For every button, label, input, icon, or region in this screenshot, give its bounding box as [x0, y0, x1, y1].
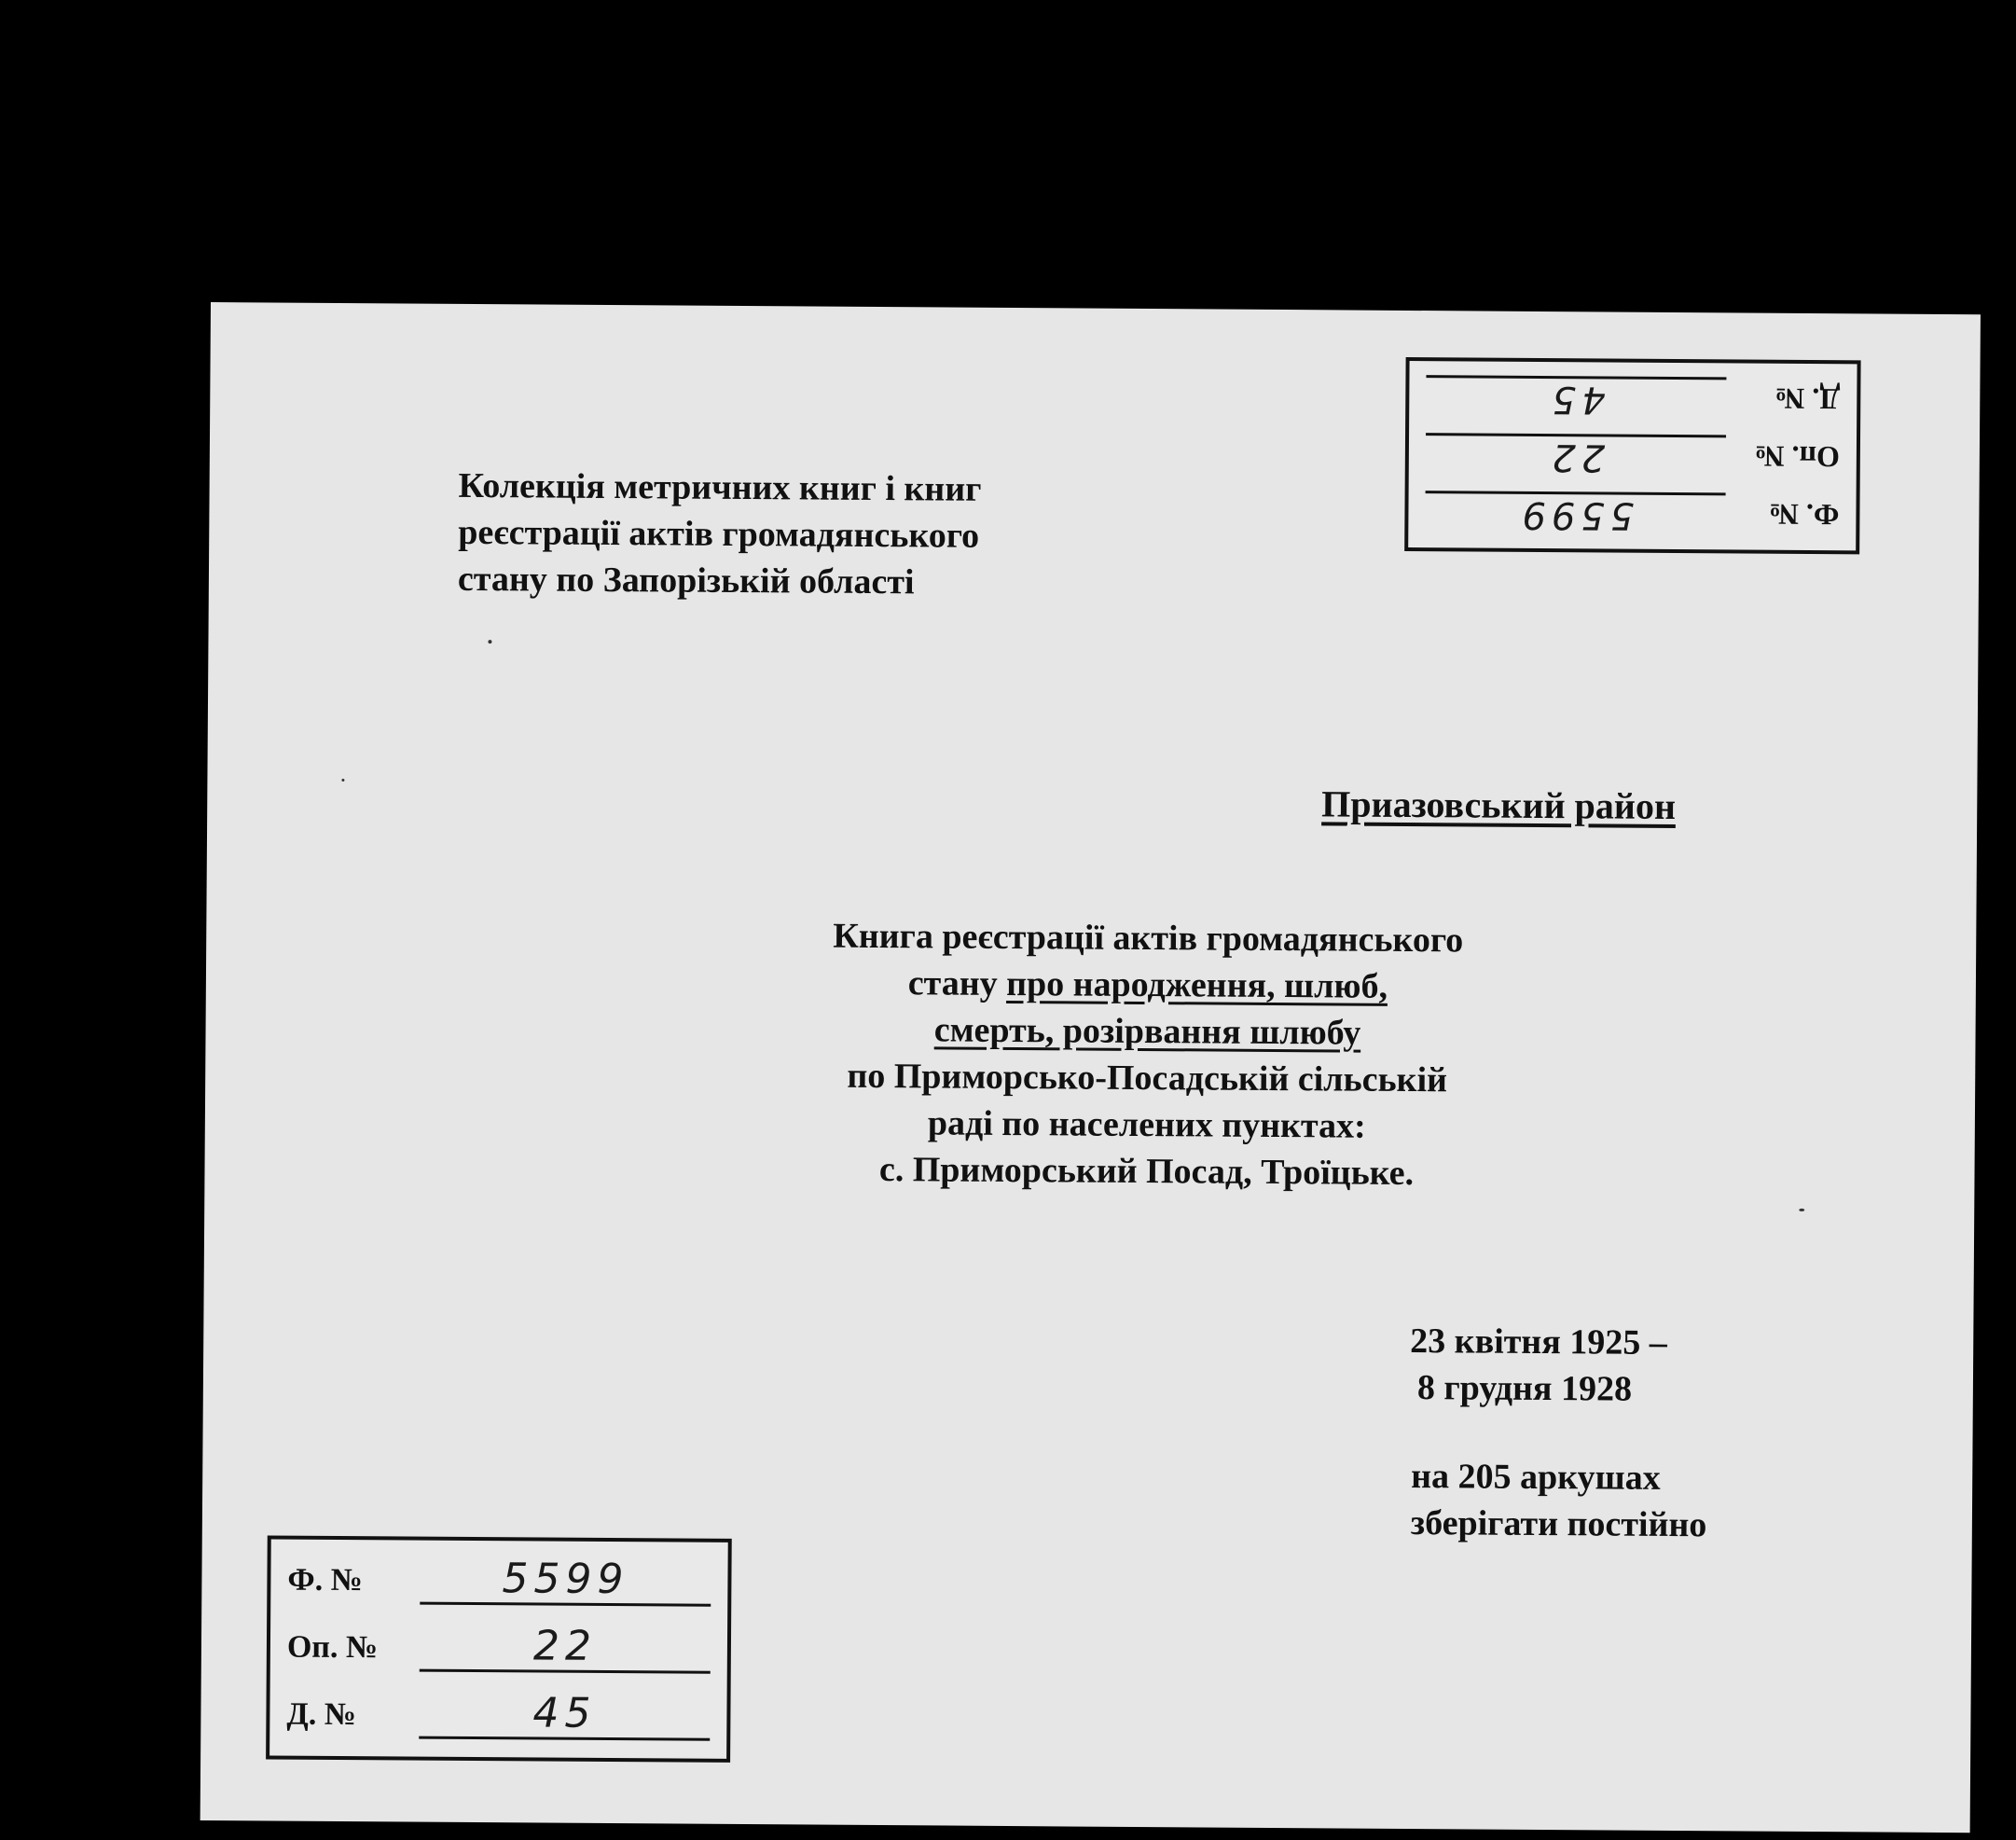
title-line-4: по Приморсько-Посадській сільській [847, 1056, 1448, 1100]
title-line-2-underlined: про народження, шлюб, [1006, 963, 1388, 1006]
stamp-fond-value: 5599 [420, 1556, 711, 1607]
collection-line-2: реєстрації актів громадянського [458, 512, 980, 556]
title-line-2-prefix: стану [907, 963, 1007, 1003]
stamp-top-sprava-row [1409, 368, 1857, 427]
stamp-opys-value: 22 [420, 1623, 711, 1674]
title-line-2 [728, 959, 1567, 1011]
stamp-top-fond-label: Ф. № [1768, 497, 1840, 533]
date-end: 8 грудня 1928 [1416, 1368, 1633, 1409]
stamp-top-sprava-value: 45 [1426, 375, 1726, 421]
sheet-count: на 205 аркушах [1411, 1457, 1661, 1498]
stamp-sprava-row [269, 1682, 726, 1750]
stamp-sprava-label: Д. № [286, 1696, 357, 1733]
collection-line-1: Колекція метричних книг і книг [458, 465, 982, 509]
title-line-3: смерть, розірвання шлюбу [933, 1010, 1361, 1053]
stamp-fond-label: Ф. № [287, 1562, 363, 1598]
collection-line-3: стану по Запорізькій області [457, 559, 915, 602]
title-line-1: Книга реєстрації актів громадянського [833, 916, 1464, 961]
storage-term: зберігати постійно [1410, 1503, 1707, 1545]
paper-speck [488, 640, 491, 643]
stamp-top-opys-value: 22 [1426, 433, 1726, 478]
archive-stamp-bottom [266, 1535, 732, 1762]
stamp-opys-row [270, 1615, 727, 1683]
district-heading: Приазовський район [1321, 782, 1677, 827]
stamp-opys-label: Оп. № [286, 1629, 379, 1666]
paper-speck [341, 779, 344, 782]
archive-stamp-top [1404, 357, 1860, 554]
book-title [726, 912, 1567, 1197]
stamp-top-opys-label: Оп. № [1754, 439, 1841, 475]
date-start: 23 квітня 1925 – [1410, 1321, 1667, 1363]
document-sheet [200, 302, 1981, 1833]
title-line-6: с. Приморський Посад, Троїцьке. [878, 1150, 1415, 1194]
paper-speck [1799, 1209, 1804, 1211]
stamp-top-sprava-label: Д. № [1774, 381, 1841, 417]
stamp-top-opys-row [1409, 426, 1857, 485]
stamp-top-fond-row [1408, 484, 1856, 543]
title-line-5: раді по населених пунктах: [927, 1103, 1366, 1146]
stamp-sprava-value: 45 [419, 1690, 710, 1741]
collection-heading [458, 463, 982, 606]
date-range [1410, 1318, 1667, 1413]
stamp-top-fond-value: 5599 [1425, 491, 1725, 536]
stamp-fond-row [270, 1548, 727, 1616]
sheet-info [1411, 1453, 1707, 1548]
